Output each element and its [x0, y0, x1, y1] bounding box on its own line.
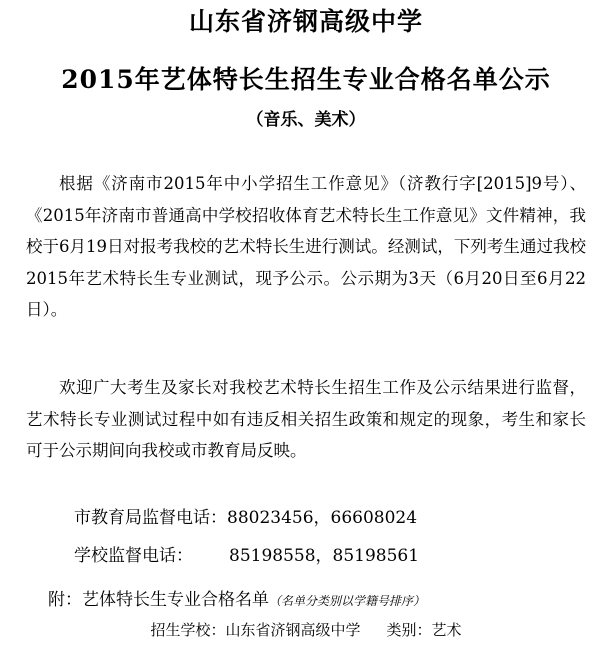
- footer-school-label: 招生学校：山东省济钢高级中学: [150, 621, 361, 639]
- bureau-phone-label: 市教育局监督电话：: [74, 508, 227, 528]
- table-caption: [0, 618, 612, 642]
- notice-subtitle: （音乐、美术）: [246, 110, 366, 130]
- paragraph-basis: 根据《济南市2015年中小学招生工作意见》（济教行字[2015]9号）、《2015年济南市普通高中学校招收体育艺术特长生工作意见》文件精神，我校于6月19日对报考我校的艺术特长生进行测试。经测试，下列考生通过我校2015年艺术特长生专业测试，现予公示。公示期为3天（6月20日至6月22日）。: [26, 174, 586, 319]
- footer-category-label: 类别：艺术: [386, 621, 462, 639]
- appendix-line: [48, 587, 425, 614]
- school-phone-line: [74, 543, 419, 569]
- appendix-note: （名单分类别以学籍号排序）: [269, 594, 426, 608]
- bureau-phone-numbers: 88023456，66608024: [227, 508, 418, 528]
- bureau-phone-line: [74, 505, 417, 531]
- school-name-heading: 山东省济钢高级中学: [188, 7, 423, 36]
- notice-title: 2015年艺体特长生招生专业合格名单公示: [61, 65, 551, 94]
- school-phone-numbers: 85198558，85198561: [229, 546, 420, 566]
- school-phone-label: 学校监督电话：: [74, 546, 193, 566]
- paragraph-supervision: 欢迎广大考生及家长对我校艺术特长生招生工作及公示结果进行监督，艺术特长专业测试过程中如有违反相关招生政策和规定的现象，考生和家长可于公示期间向我校或市教育局反映。: [26, 378, 586, 460]
- appendix-label: 附：艺体特长生专业合格名单: [48, 590, 269, 610]
